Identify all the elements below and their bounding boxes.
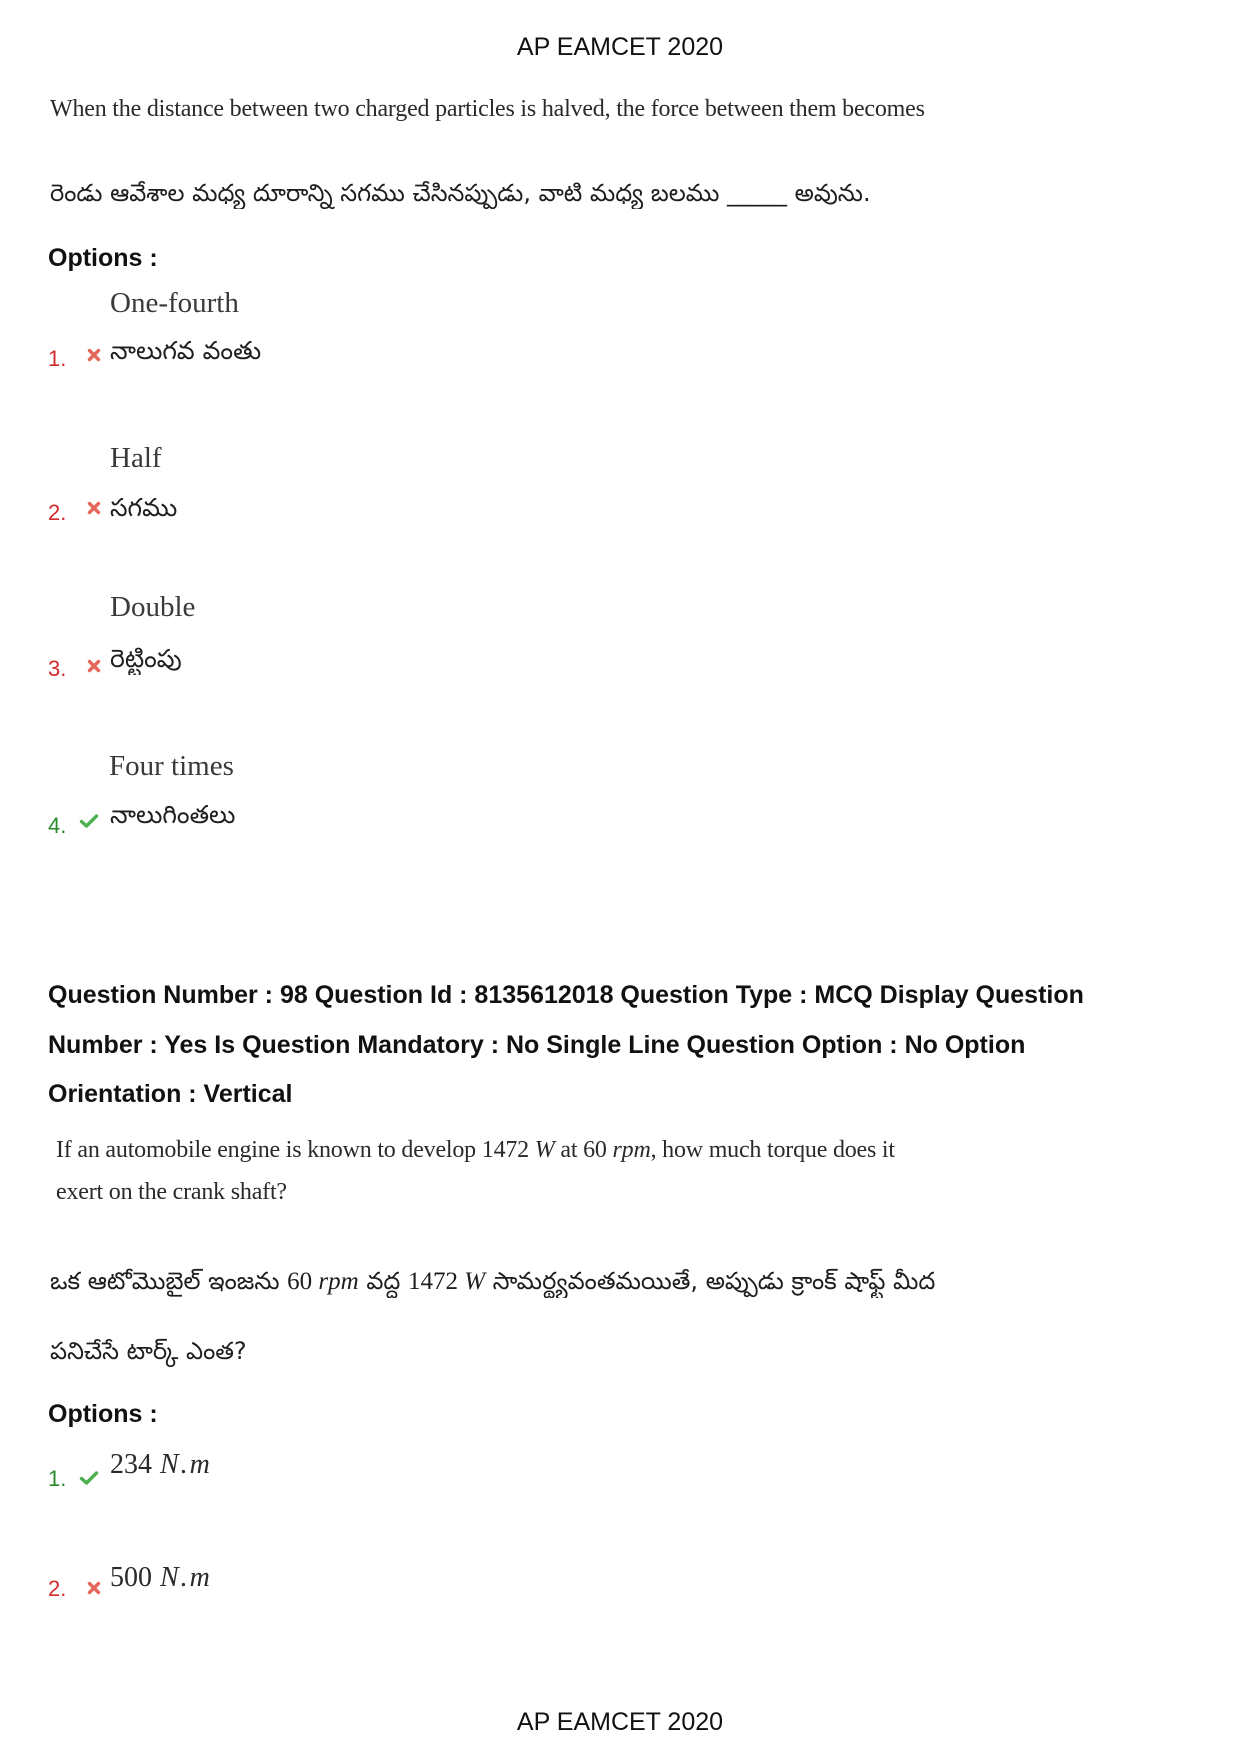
option-value: [110, 1561, 212, 1595]
page-footer: AP EAMCET 2020: [516, 1708, 724, 1736]
question-meta-line: Question Number : 98 Question Id : 8135612018 Question Type : MCQ Display Question: [48, 981, 1084, 1009]
option-number: 1.: [48, 1466, 67, 1491]
number-segment: 60: [287, 1268, 319, 1295]
cross-icon: [86, 658, 102, 674]
option-number: 1.: [48, 346, 67, 371]
option-number: 3.: [48, 656, 67, 681]
text-segment: సామర్థ్యవంతమయితే, అప్పుడు క్రాంక్ షాఫ్ట్ మీద: [485, 1267, 936, 1295]
option-value: [110, 1448, 212, 1482]
option-unit: N.m: [160, 1449, 212, 1480]
question-text-en-line: [56, 1135, 895, 1165]
speed-unit: rpm: [612, 1137, 651, 1163]
option-text-en: One-fourth: [110, 287, 239, 319]
text-segment: If an automobile engine is known to develop 1472: [56, 1137, 535, 1163]
power-unit: W: [464, 1268, 486, 1295]
option-text-te: రెట్టింపు: [110, 644, 182, 673]
question-text-en-line: exert on the crank shaft?: [56, 1179, 287, 1205]
number-segment: 1472: [407, 1268, 465, 1295]
speed-unit: rpm: [318, 1268, 359, 1295]
text-segment: ఒక ఆటోమొబైల్ ఇంజను: [50, 1267, 288, 1295]
question-text-te-line: పనిచేసే టార్క్ ఎంత?: [50, 1337, 247, 1365]
option-unit: N.m: [160, 1562, 212, 1593]
question-text-en: When the distance between two charged particles is halved, the force between them becomes: [50, 96, 925, 122]
cross-icon: [86, 347, 102, 363]
options-label: Options :: [48, 244, 158, 272]
options-label: Options :: [48, 1400, 158, 1428]
option-text-te: నాలుగవ వంతు: [110, 336, 262, 365]
cross-icon: [86, 500, 102, 516]
option-text-en: Half: [110, 442, 162, 474]
option-text-en: Double: [110, 591, 196, 623]
text-segment: , how much torque does it: [650, 1137, 895, 1163]
option-text-te: సగము: [110, 493, 178, 522]
option-number: 4.: [48, 813, 67, 838]
option-number-value: 234: [110, 1449, 152, 1480]
option-number: 2.: [48, 1576, 67, 1601]
text-segment: at 60: [554, 1137, 613, 1163]
check-icon: [79, 1470, 99, 1486]
option-text-te: నాలుగింతలు: [110, 800, 236, 829]
question-text-te-line: [50, 1265, 1200, 1298]
cross-icon: [86, 1580, 102, 1596]
option-number: 2.: [48, 500, 67, 525]
question-meta-line: Number : Yes Is Question Mandatory : No Single Line Question Option : No Option: [48, 1031, 1026, 1059]
question-meta-line: Orientation : Vertical: [48, 1080, 293, 1108]
page-header: AP EAMCET 2020: [516, 33, 724, 61]
question-text-te: రెండు ఆవేశాల మధ్య దూరాన్ని సగము చేసినప్పుడు, వాటి మధ్య బలము _____ అవును.: [50, 179, 871, 207]
power-unit: W: [534, 1137, 555, 1163]
text-segment: వద్ద: [358, 1267, 408, 1295]
check-icon: [79, 813, 99, 829]
option-number-value: 500: [110, 1562, 152, 1593]
option-text-en: Four times: [109, 750, 234, 782]
